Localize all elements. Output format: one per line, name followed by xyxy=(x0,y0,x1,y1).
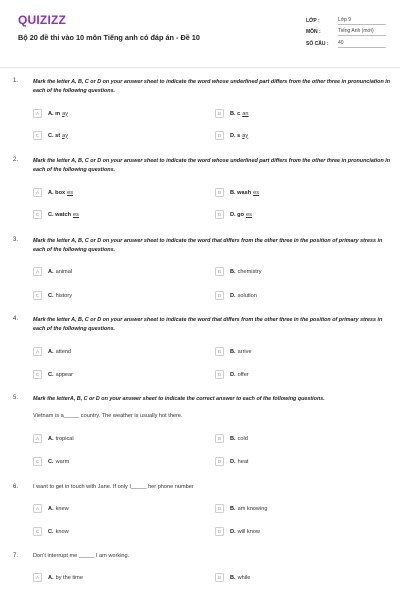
option-c[interactable] xyxy=(33,130,68,141)
meta-row-count xyxy=(306,38,394,50)
question-instruction: Mark the letter A, B, C or D on your answer sheet to indicate the word whose underlined part differs from the other three in pronunciation in each of the following questions. xyxy=(33,79,391,94)
meta-key: MÔN : xyxy=(306,29,321,36)
option-text: C. history xyxy=(48,292,73,299)
question-number: 2. xyxy=(13,157,19,163)
option-letter: C xyxy=(33,210,42,219)
option-a[interactable] xyxy=(33,433,74,444)
option-a[interactable] xyxy=(33,503,69,514)
question-instruction: Mark the letter A, B, C or D on your answer sheet to indicate the word that differs from the other three in the position of primary stress in each of the following questions. xyxy=(33,317,383,332)
option-letter: A xyxy=(33,267,42,276)
option-text: B. am knowing xyxy=(230,505,268,512)
option-a[interactable] xyxy=(33,266,72,277)
option-d[interactable] xyxy=(215,290,257,301)
option-letter: A xyxy=(33,504,42,513)
question-stem: Don't interrupt me _____ I am working. xyxy=(33,553,130,559)
option-text: B. chemistry xyxy=(230,268,262,275)
option-text: B. while xyxy=(230,574,251,581)
option-d[interactable] xyxy=(215,209,252,220)
option-text: B. wash es xyxy=(230,189,260,196)
option-letter: A xyxy=(33,434,42,443)
option-letter: B xyxy=(215,504,224,513)
question-instruction: Mark the letterA, B, C or D on your answer sheet to indicate the correct answer to each of the following questions. xyxy=(33,396,325,402)
option-text: A. animal xyxy=(48,268,73,275)
option-b[interactable] xyxy=(215,108,249,119)
option-letter: A xyxy=(33,188,42,197)
option-text: C. know xyxy=(48,528,69,535)
option-letter: B xyxy=(215,188,224,197)
option-text: D. s ay xyxy=(230,132,249,139)
option-text: B. arrive xyxy=(230,348,252,355)
option-d[interactable] xyxy=(215,526,260,537)
question-instruction: Mark the letter A, B, C or D on your answer sheet to indicate the word whose underlined part differs from the other three in pronunciation in each of the following questions. xyxy=(33,158,391,173)
question-stem: I want to get in touch with Jane. If only I_____ her phone number xyxy=(33,484,194,490)
option-text: B. cold xyxy=(230,435,248,442)
option-letter: C xyxy=(33,527,42,536)
meta-key: SỐ CÂU : xyxy=(306,40,329,47)
option-text: A. m ay xyxy=(48,110,69,117)
option-letter: B xyxy=(215,347,224,356)
option-a[interactable] xyxy=(33,346,71,357)
option-text: C. appear xyxy=(48,371,74,378)
option-b[interactable] xyxy=(215,433,248,444)
header-divider xyxy=(0,67,400,68)
option-letter: D xyxy=(215,457,224,466)
option-letter: C xyxy=(33,291,42,300)
question-instruction: Mark the letter A, B, C or D on your answer sheet to indicate the word that differs from the other three in the position of primary stress in each of the following questions. xyxy=(33,238,383,253)
option-b[interactable] xyxy=(215,266,262,277)
option-letter: D xyxy=(215,210,224,219)
option-letter: C xyxy=(33,457,42,466)
meta-key: LỚP : xyxy=(306,17,320,24)
option-d[interactable] xyxy=(215,130,248,141)
question-number: 3. xyxy=(13,237,19,243)
meta-value: 40 xyxy=(338,40,386,48)
question-number: 7. xyxy=(13,553,19,559)
question-number: 4. xyxy=(13,316,19,322)
option-c[interactable] xyxy=(33,209,79,220)
meta-row-class xyxy=(306,15,394,27)
page-header xyxy=(0,0,400,66)
option-c[interactable] xyxy=(33,526,69,537)
option-letter: B xyxy=(215,267,224,276)
option-letter: D xyxy=(215,291,224,300)
option-text: A. tropical xyxy=(48,435,74,442)
option-text: A. attend xyxy=(48,348,72,355)
option-d[interactable] xyxy=(215,456,248,467)
option-b[interactable] xyxy=(215,187,259,198)
question-number: 1. xyxy=(13,78,19,84)
option-text: D. will know xyxy=(230,528,260,535)
option-text: D. go es xyxy=(230,211,252,218)
option-letter: B xyxy=(215,109,224,118)
option-letter: C xyxy=(33,370,42,379)
option-letter: A xyxy=(33,347,42,356)
option-text: B. c an xyxy=(230,110,249,117)
option-c[interactable] xyxy=(33,369,73,380)
option-b[interactable] xyxy=(215,503,267,514)
option-text: D. solution xyxy=(230,292,257,299)
meta-value: Tiếng Anh (mới) xyxy=(338,28,386,36)
option-letter: D xyxy=(215,131,224,140)
quizizz-logo: QUIZIZZ xyxy=(18,13,67,27)
question-number: 5. xyxy=(13,395,19,401)
option-c[interactable] xyxy=(33,456,69,467)
option-text: D. heat xyxy=(230,458,249,465)
option-d[interactable] xyxy=(215,369,249,380)
meta-value: Lớp 9 xyxy=(338,17,386,25)
option-text: C. watch es xyxy=(48,211,79,218)
option-letter: C xyxy=(33,131,42,140)
option-letter: A xyxy=(33,109,42,118)
meta-info xyxy=(306,15,394,50)
option-letter: D xyxy=(215,527,224,536)
option-text: A. knew xyxy=(48,505,69,512)
option-b[interactable] xyxy=(215,572,250,583)
option-text: D. offer xyxy=(230,371,249,378)
option-c[interactable] xyxy=(33,290,72,301)
option-letter: B xyxy=(215,434,224,443)
option-letter: D xyxy=(215,370,224,379)
option-text: C. warm xyxy=(48,458,70,465)
meta-row-subject xyxy=(306,27,394,39)
question-number: 6. xyxy=(13,484,19,490)
option-b[interactable] xyxy=(215,346,252,357)
option-text: C. st ay xyxy=(48,132,69,139)
option-a[interactable] xyxy=(33,572,83,583)
document-title: Bộ 20 đề thi vào 10 môn Tiếng anh có đáp án - Đề 10 xyxy=(18,33,200,42)
option-letter: B xyxy=(215,573,224,582)
option-letter: A xyxy=(33,573,42,582)
option-text: A. box es xyxy=(48,189,74,196)
option-text: A. by the time xyxy=(48,574,83,581)
option-a[interactable] xyxy=(33,108,68,119)
question-stem: Vietnam is a_____ country. The weather is usually hot there. xyxy=(33,413,183,419)
option-a[interactable] xyxy=(33,187,73,198)
